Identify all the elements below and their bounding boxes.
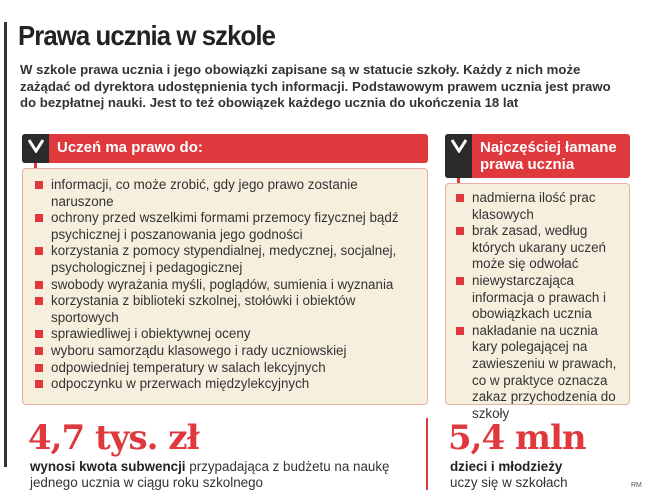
credit: RM <box>631 482 642 489</box>
violations-header-label: Najczęściej łamane prawa ucznia <box>480 139 617 173</box>
intro-text: W szkole prawa ucznia i jego obowiązki zapisane są w statucie szkoły. Każdy z nich może zażądać od dyrektora udostępnienia tych informacji. Podstawowym prawem ucznia jest prawo do bezpłatnej nauki. Jest to też obowiązek każdego ucznia do ukończenia 18 lat <box>20 62 611 110</box>
violations-header <box>445 134 630 178</box>
divider <box>426 418 428 490</box>
list-item: swobody wyrażania myśli, poglądów, sumienia i wyznania <box>33 277 417 294</box>
rights-header-label: Uczeń ma prawo do: <box>57 139 203 156</box>
rights-list <box>33 177 417 393</box>
stat-students-rest: uczy się w szkołach <box>450 475 568 490</box>
stat-subsidy-bold: wynosi kwota subwencji <box>30 459 186 474</box>
list-item: korzystania z biblioteki szkolnej, stołówki i obiektów sportowych <box>33 293 417 326</box>
violations-list <box>454 190 621 422</box>
chevron-down-icon <box>445 134 472 178</box>
chevron-down-icon <box>22 134 49 163</box>
list-item: brak zasad, według których ukarany uczeń może się odwołać <box>454 223 621 273</box>
stat-subsidy-caption <box>30 459 420 491</box>
page-title: Prawa ucznia w szkole <box>18 20 275 51</box>
list-item: informacji, co może zrobić, gdy jego prawo zostanie naruszone <box>33 177 417 210</box>
stat-students-value: 5,4 mln <box>448 418 586 458</box>
violations-box <box>445 183 630 421</box>
stat-subsidy-rest: przypadająca z budżetu na naukę jednego ucznia w ciągu roku szkolnego <box>30 459 390 490</box>
rights-box <box>22 168 428 405</box>
list-item: sprawiedliwej i obiektywnej oceny <box>33 326 417 343</box>
list-item: nakładanie na ucznia kary polegającej na zawieszeniu w prawach, co w praktyce oznacza zakaz przychodzenia do szkoły <box>454 323 621 423</box>
list-item: odpoczynku w przerwach międzylekcyjnych <box>33 376 417 393</box>
list-item: odpowiedniej temperatury w salach lekcyjnych <box>33 360 417 377</box>
stat-subsidy-value: 4,7 tys. zł <box>28 418 199 458</box>
rights-header <box>22 134 428 163</box>
list-item: nadmierna ilość prac klasowych <box>454 190 621 223</box>
decorative-rule <box>4 22 7 467</box>
list-item: wyboru samorządu klasowego i rady uczniowskiej <box>33 343 417 360</box>
list-item: niewystarczająca informacja o prawach i obowiązkach ucznia <box>454 273 621 323</box>
stat-students-caption <box>450 459 568 491</box>
list-item: ochrony przed wszelkimi formami przemocy fizycznej bądź psychicznej i poszanowania jego godności <box>33 210 417 243</box>
list-item: korzystania z pomocy stypendialnej, medycznej, socjalnej, psychologicznej i pedagogicznej <box>33 243 417 276</box>
stat-students-bold: dzieci i młodzieży <box>450 459 563 474</box>
